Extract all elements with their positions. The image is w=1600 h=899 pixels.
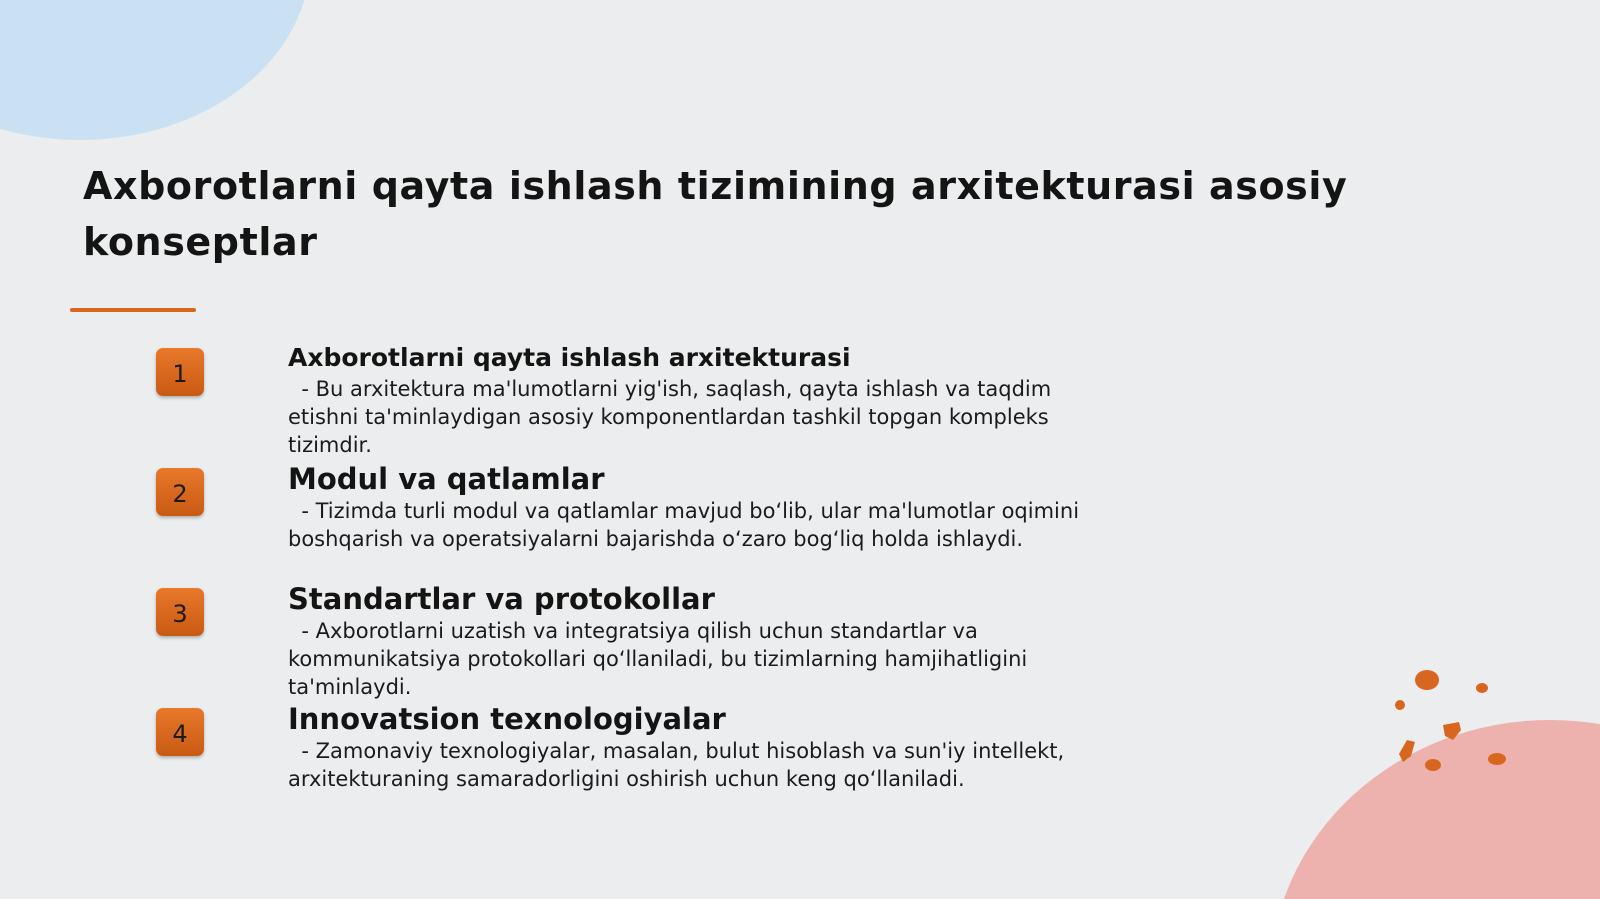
- item-heading: Axborotlarni qayta ishlash arxitekturasi: [288, 343, 851, 372]
- item-heading: Innovatsion texnologiyalar: [288, 702, 726, 736]
- list-item: [288, 701, 1108, 793]
- item-number-badge: 4: [156, 708, 204, 756]
- list-item: [288, 341, 1108, 459]
- item-body: - Zamonaviy texnologiyalar, masalan, bulut hisoblash va sun'iy intellekt, arxitekturaning samaradorligini oshirish uchun keng qo‘llaniladi.: [288, 739, 1071, 791]
- item-body: - Axborotlarni uzatish va integratsiya qilish uchun standartlar va kommunikatsiya protokollari qo‘llaniladi, bu tizimlarning hamjihatligini ta'minlaydi.: [288, 619, 1034, 699]
- item-body: - Tizimda turli modul va qatlamlar mavjud bo‘lib, ular ma'lumotlar oqimini boshqarish va operatsiyalarni bajarishda o‘zaro bog‘liq holda ishlaydi.: [288, 499, 1086, 551]
- item-number-badge: 3: [156, 588, 204, 636]
- list-item: [288, 581, 1108, 701]
- list-item: [288, 461, 1108, 553]
- item-number-badge: 1: [156, 348, 204, 396]
- item-number-badge: 2: [156, 468, 204, 516]
- item-heading: Standartlar va protokollar: [288, 582, 715, 616]
- item-heading: Modul va qatlamlar: [288, 462, 605, 496]
- item-body: - Bu arxitektura ma'lumotlarni yig'ish, saqlash, qayta ishlash va taqdim etishni ta'minlaydigan asosiy komponentlardan tashkil topgan kompleks tizimdir.: [288, 377, 1058, 457]
- slide-title: Axborotlarni qayta ishlash tizimining arxitekturasi asosiy konseptlar: [83, 164, 1348, 264]
